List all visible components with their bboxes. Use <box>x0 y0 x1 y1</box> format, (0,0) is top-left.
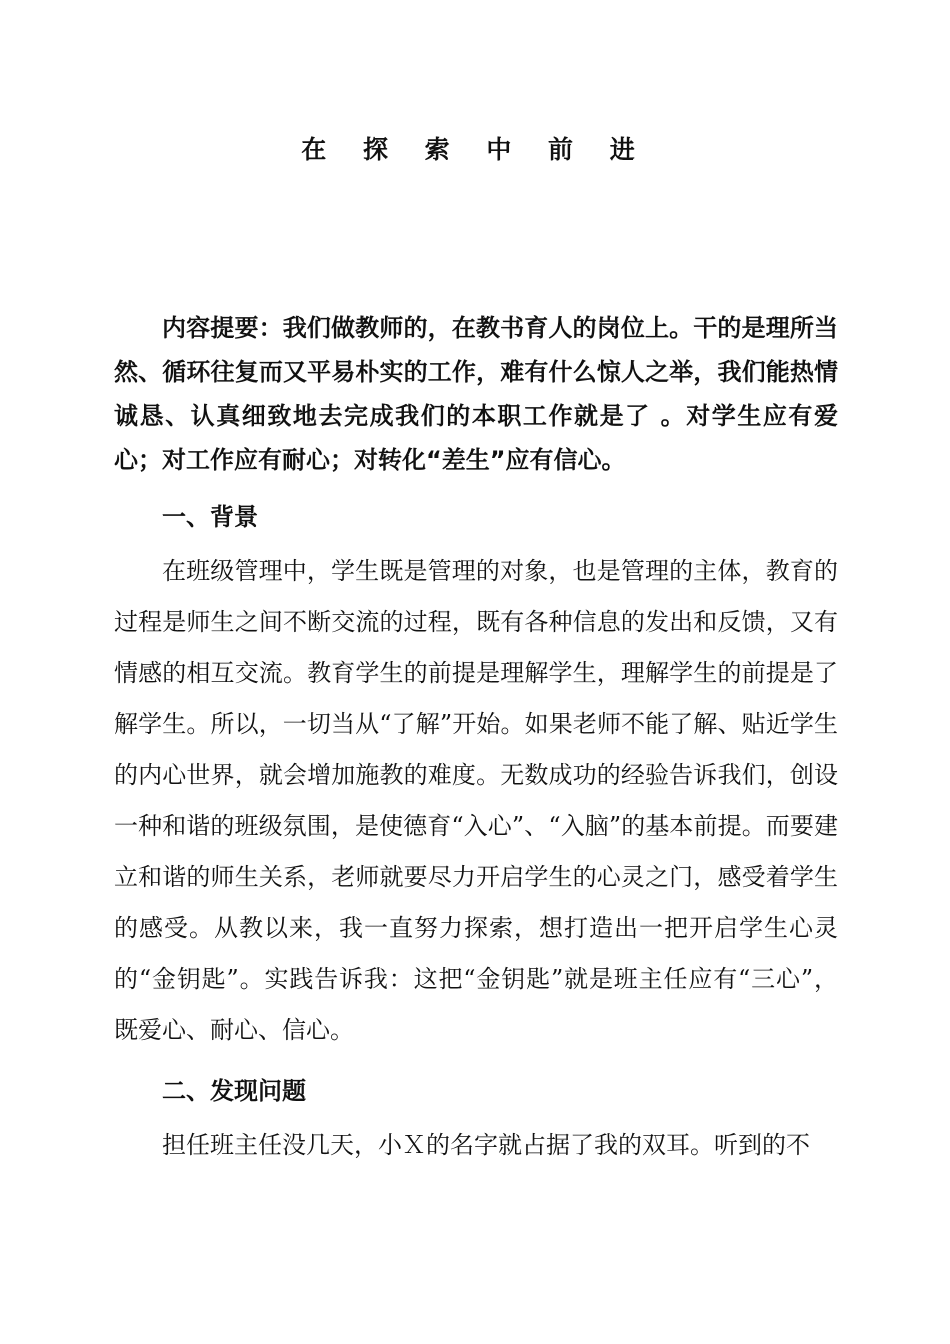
problem-paragraph: 担任班主任没几天，小Ｘ的名字就占据了我的双耳。听到的不 <box>162 1131 810 1159</box>
section-heading-background: 一、背景 <box>162 503 258 531</box>
summary-paragraph: 内容提要：我们做教师的，在教书育人的岗位上。干的是理所当然、循环往复而又平易朴实的工作，难有什么惊人之举，我们能热情诚恳、认真细致地去完成我们的本职工作就是了 。对学生应有爱心；对工作应有耐心；对转化“差生”应有信心。 <box>114 314 838 474</box>
document-title: 在 探 索 中 前 进 <box>301 135 649 164</box>
section-heading-problem: 二、发现问题 <box>162 1077 306 1105</box>
background-paragraph: 在班级管理中，学生既是管理的对象，也是管理的主体，教育的过程是师生之间不断交流的过程，既有各种信息的发出和反馈，又有情感的相互交流。教育学生的前提是理解学生，理解学生的前提是了解学生。所以，一切当从“了解”开始。如果老师不能了解、贴近学生的内心世界，就会增加施教的难度。无数成功的经验告诉我们，创设一种和谐的班级氛围，是使德育“入心”、“入脑”的基本前提。而要建立和谐的师生关系，老师就要尽力开启学生的心灵之门，感受着学生的感受。从教以来，我一直努力探索，想打造出一把开启学生心灵的“金钥匙”。实践告诉我：这把“金钥匙”就是班主任应有“三心”， 既爱心、耐心、信心。 <box>114 557 838 1044</box>
document-body <box>114 306 838 1171</box>
